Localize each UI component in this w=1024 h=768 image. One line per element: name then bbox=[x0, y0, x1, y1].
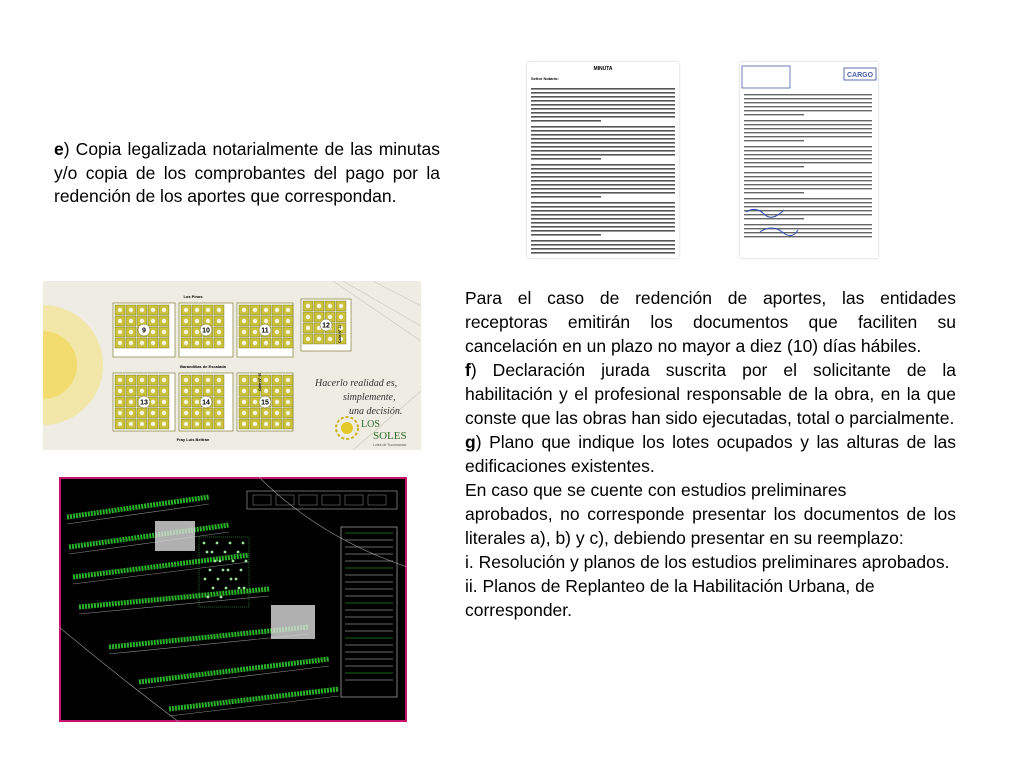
lot-marker bbox=[151, 411, 155, 415]
lot-marker bbox=[129, 389, 133, 393]
minuta-text-line bbox=[531, 138, 675, 140]
minuta-text-line bbox=[531, 248, 675, 250]
cargo-text-line bbox=[744, 184, 872, 185]
lot-marker bbox=[206, 319, 210, 323]
minuta-text-line bbox=[531, 134, 675, 136]
lot-marker bbox=[184, 308, 188, 312]
lot-marker bbox=[140, 319, 144, 323]
lot-marker bbox=[242, 422, 246, 426]
lot-marker bbox=[253, 341, 257, 345]
lot-marker bbox=[306, 304, 310, 308]
lot-marker bbox=[206, 308, 210, 312]
lot-marker bbox=[140, 378, 144, 382]
lot-marker bbox=[195, 330, 199, 334]
lot-marker bbox=[242, 411, 246, 415]
cargo-text-line bbox=[744, 158, 872, 159]
minuta-salutation: Señor Notario: bbox=[531, 76, 559, 81]
cargo-text-line bbox=[744, 140, 804, 141]
lot-marker bbox=[242, 319, 246, 323]
minuta-text-line bbox=[531, 202, 675, 204]
minuta-text-line bbox=[531, 192, 675, 194]
lot-marker bbox=[317, 337, 321, 341]
cargo-text-line bbox=[744, 198, 872, 199]
minuta-text-line bbox=[531, 146, 675, 148]
lot-marker bbox=[195, 389, 199, 393]
cargo-text-line bbox=[744, 224, 872, 225]
cargo-text-line bbox=[744, 172, 872, 173]
lot-marker bbox=[275, 319, 279, 323]
paragraph-redencion: Para el caso de redención de aportes, las entidades receptoras emitirán los documentos que faciliten su cancelación en un plazo no mayor a diez (10) días hábiles. bbox=[465, 288, 956, 356]
cargo-text-line bbox=[744, 120, 872, 121]
minuta-text-line bbox=[531, 240, 675, 242]
lot-marker bbox=[217, 378, 221, 382]
lot-marker bbox=[162, 330, 166, 334]
minuta-text-line bbox=[531, 218, 675, 220]
cad-tree bbox=[222, 569, 225, 572]
cargo-text-line bbox=[744, 206, 872, 207]
lot-marker bbox=[129, 308, 133, 312]
lot-marker bbox=[151, 330, 155, 334]
minuta-text-line bbox=[531, 222, 675, 224]
section-e bbox=[54, 138, 440, 209]
lot-marker bbox=[129, 411, 133, 415]
paragraph-prelim-line1: En caso que se cuente con estudios preliminares bbox=[465, 480, 847, 500]
lot-marker bbox=[162, 378, 166, 382]
cad-tree bbox=[243, 587, 246, 590]
lot-marker bbox=[151, 422, 155, 426]
lot-marker bbox=[129, 341, 133, 345]
cargo-stamp: CARGO bbox=[846, 72, 874, 79]
lot-marker bbox=[317, 315, 321, 319]
lot-marker bbox=[118, 378, 122, 382]
item-ii: ii. Planos de Replanteo de la Habilitación Urbana, de corresponder. bbox=[465, 576, 875, 620]
cad-plan-image bbox=[59, 477, 407, 722]
lot-marker bbox=[264, 411, 268, 415]
lot-marker bbox=[162, 411, 166, 415]
cargo-text-line bbox=[744, 106, 872, 107]
brand-soles: SOLES bbox=[373, 430, 407, 442]
minuta-text-lines bbox=[531, 88, 675, 254]
minuta-text-line bbox=[531, 130, 675, 132]
lot-marker bbox=[339, 315, 343, 319]
lot-marker bbox=[162, 308, 166, 312]
lot-marker bbox=[253, 422, 257, 426]
cargo-text-line bbox=[744, 146, 872, 147]
cargo-text-line bbox=[744, 232, 872, 233]
minuta-document-image bbox=[527, 62, 679, 258]
cad-tree bbox=[224, 551, 227, 554]
lot-marker bbox=[195, 308, 199, 312]
cad-open-area bbox=[155, 521, 195, 551]
lot-marker bbox=[253, 389, 257, 393]
lot-marker bbox=[195, 378, 199, 382]
cad-tree bbox=[242, 542, 245, 545]
cad-tree bbox=[229, 542, 232, 545]
lot-marker bbox=[242, 330, 246, 334]
lot-marker bbox=[140, 389, 144, 393]
lot-marker bbox=[264, 389, 268, 393]
lot-number: 12 bbox=[322, 322, 330, 330]
minuta-text-line bbox=[531, 116, 675, 118]
lot-marker bbox=[129, 422, 133, 426]
cargo-text-line bbox=[744, 98, 872, 99]
minuta-text-line bbox=[531, 150, 675, 152]
lot-marker bbox=[286, 400, 290, 404]
lot-marker bbox=[339, 304, 343, 308]
cargo-text-lines bbox=[744, 94, 872, 237]
lot-marker bbox=[286, 389, 290, 393]
lot-marker bbox=[217, 319, 221, 323]
minuta-text-line bbox=[531, 96, 675, 98]
lot-marker bbox=[118, 422, 122, 426]
cargo-text-line bbox=[744, 214, 872, 215]
lot-marker bbox=[206, 378, 210, 382]
cad-tree bbox=[216, 542, 219, 545]
lot-marker bbox=[151, 400, 155, 404]
lot-marker bbox=[118, 330, 122, 334]
slogan-line-3: una decisión. bbox=[349, 406, 403, 417]
cad-tree bbox=[209, 569, 212, 572]
lot-marker bbox=[206, 389, 210, 393]
cargo-text-line bbox=[744, 202, 872, 203]
cargo-text-line bbox=[744, 166, 804, 167]
right-text-column bbox=[465, 286, 956, 622]
cargo-text-line bbox=[744, 128, 872, 129]
lot-marker bbox=[328, 304, 332, 308]
minuta-text-line bbox=[531, 172, 675, 174]
cargo-text-line bbox=[744, 110, 872, 111]
lot-marker bbox=[253, 330, 257, 334]
brand-sub: Lotes de Tucumanaw bbox=[373, 443, 407, 447]
lot-marker bbox=[195, 341, 199, 345]
lot-marker bbox=[286, 319, 290, 323]
lot-marker bbox=[151, 378, 155, 382]
lot-marker bbox=[184, 411, 188, 415]
cad-tree bbox=[235, 578, 238, 581]
minuta-text-line bbox=[531, 154, 675, 156]
minuta-text-line bbox=[531, 92, 675, 94]
lot-marker bbox=[242, 308, 246, 312]
cad-tree bbox=[217, 578, 220, 581]
lot-marker bbox=[184, 341, 188, 345]
lot-marker bbox=[275, 389, 279, 393]
lot-marker bbox=[162, 319, 166, 323]
street-calle-11: Calle N° 11 bbox=[338, 325, 342, 343]
lot-marker bbox=[118, 341, 122, 345]
street-calle-10: Calle N° 10 bbox=[258, 372, 262, 391]
cad-tree bbox=[212, 587, 215, 590]
minuta-text-line bbox=[531, 184, 675, 186]
lot-marker bbox=[264, 378, 268, 382]
lot-marker bbox=[264, 308, 268, 312]
lot-marker bbox=[195, 400, 199, 404]
cargo-text-line bbox=[744, 150, 872, 151]
lot-marker bbox=[118, 389, 122, 393]
lot-marker bbox=[206, 411, 210, 415]
lot-marker bbox=[118, 319, 122, 323]
lot-number: 15 bbox=[261, 399, 269, 407]
lot-marker bbox=[162, 422, 166, 426]
lot-marker bbox=[242, 341, 246, 345]
lot-marker bbox=[129, 378, 133, 382]
street-fray-luis: Fray Luis Beltrán bbox=[176, 437, 210, 442]
cargo-text-line bbox=[744, 236, 872, 237]
lot-marker bbox=[253, 308, 257, 312]
cad-tree bbox=[227, 569, 230, 572]
item-g bbox=[465, 430, 956, 478]
cargo-text-line bbox=[744, 114, 804, 115]
lot-marker bbox=[129, 400, 133, 404]
lot-marker bbox=[242, 389, 246, 393]
slogan-line-1: Hacerlo realidad es, bbox=[315, 378, 398, 389]
minuta-text-line bbox=[531, 226, 675, 228]
lot-marker bbox=[217, 330, 221, 334]
lot-marker bbox=[184, 378, 188, 382]
lot-marker bbox=[217, 411, 221, 415]
lot-marker bbox=[275, 341, 279, 345]
cargo-document-image bbox=[740, 62, 878, 258]
cad-tree bbox=[203, 542, 206, 545]
lot-marker bbox=[118, 400, 122, 404]
street-los-pinos: Los Pinos bbox=[183, 294, 203, 299]
minuta-text-line bbox=[531, 142, 675, 144]
lot-marker bbox=[151, 341, 155, 345]
minuta-text-line bbox=[531, 206, 675, 208]
cargo-text-line bbox=[744, 94, 872, 95]
lot-marker bbox=[129, 319, 133, 323]
lot-marker bbox=[253, 400, 257, 404]
item-i: i. Resolución y planos de los estudios preliminares aprobados. bbox=[465, 552, 950, 572]
lot-marker bbox=[286, 378, 290, 382]
cad-tree bbox=[230, 578, 233, 581]
lot-marker bbox=[140, 411, 144, 415]
minuta-text-line bbox=[531, 244, 675, 246]
minuta-text-line bbox=[531, 188, 675, 190]
cargo-text-line bbox=[744, 180, 872, 181]
lot-marker bbox=[253, 319, 257, 323]
minuta-text-line bbox=[531, 214, 675, 216]
lot-marker bbox=[275, 330, 279, 334]
lot-marker bbox=[275, 411, 279, 415]
minuta-text-line bbox=[531, 180, 675, 182]
slogan-line-2: simplemente, bbox=[343, 392, 396, 403]
lot-marker bbox=[184, 422, 188, 426]
cargo-text-line bbox=[744, 102, 872, 103]
cargo-text-line bbox=[744, 176, 872, 177]
minuta-text-line bbox=[531, 210, 675, 212]
item-g-text: ) Plano que indique los lotes ocupados y las alturas de las edificaciones existentes. bbox=[465, 432, 956, 476]
lot-marker bbox=[118, 308, 122, 312]
lot-marker bbox=[206, 341, 210, 345]
minuta-text-line bbox=[531, 158, 601, 160]
minuta-text-line bbox=[531, 234, 601, 236]
lot-marker bbox=[151, 389, 155, 393]
lot-marker bbox=[195, 422, 199, 426]
lot-marker bbox=[242, 378, 246, 382]
lot-marker bbox=[317, 304, 321, 308]
lot-marker bbox=[184, 400, 188, 404]
cad-tree bbox=[219, 560, 222, 563]
cad-tree bbox=[206, 551, 209, 554]
cad-tree bbox=[237, 551, 240, 554]
lot-marker bbox=[217, 400, 221, 404]
lot-marker bbox=[162, 341, 166, 345]
lot-marker bbox=[217, 389, 221, 393]
lot-marker bbox=[286, 341, 290, 345]
cargo-text-line bbox=[744, 162, 872, 163]
lot-marker bbox=[275, 400, 279, 404]
lot-marker bbox=[118, 411, 122, 415]
minuta-text-line bbox=[531, 230, 675, 232]
minuta-text-line bbox=[531, 176, 675, 178]
section-e-text: ) Copia legalizada notarialmente de las minutas y/o copia de los comprobantes del pago por la redención de los aportes que correspondan. bbox=[54, 139, 440, 206]
cargo-text-line bbox=[744, 188, 872, 189]
lot-marker bbox=[184, 389, 188, 393]
lot-marker bbox=[195, 319, 199, 323]
cargo-text-line bbox=[744, 136, 872, 137]
lot-marker bbox=[328, 315, 332, 319]
minuta-text-line bbox=[531, 100, 675, 102]
street-escalada: Barandillas de Escalada bbox=[180, 364, 226, 369]
cad-tree bbox=[220, 596, 223, 599]
lot-marker bbox=[264, 341, 268, 345]
lot-marker bbox=[286, 308, 290, 312]
lot-marker bbox=[184, 319, 188, 323]
lot-number: 11 bbox=[261, 327, 269, 335]
lot-marker bbox=[328, 337, 332, 341]
lot-marker bbox=[275, 422, 279, 426]
lot-marker bbox=[306, 337, 310, 341]
lot-marker bbox=[217, 422, 221, 426]
minuta-text-line bbox=[531, 120, 601, 122]
cargo-text-line bbox=[744, 192, 804, 193]
lot-marker bbox=[184, 330, 188, 334]
lot-marker bbox=[253, 378, 257, 382]
paragraph-prelim-rest: aprobados, no corresponde presentar los documentos de los literales a), b) y c), debiendo presentar en su reemplazo: bbox=[465, 504, 956, 548]
minuta-text-line bbox=[531, 168, 675, 170]
minuta-text-line bbox=[531, 88, 675, 90]
cargo-text-line bbox=[744, 154, 872, 155]
lot-marker bbox=[140, 422, 144, 426]
cargo-text-line bbox=[744, 228, 872, 229]
cargo-text-line bbox=[744, 218, 804, 219]
cad-tree bbox=[245, 560, 248, 563]
cad-tree bbox=[214, 560, 217, 563]
cad-tree bbox=[207, 596, 210, 599]
lot-marker bbox=[162, 389, 166, 393]
cad-tree bbox=[238, 587, 241, 590]
lot-marker bbox=[242, 400, 246, 404]
lot-marker bbox=[275, 308, 279, 312]
site-plan-image bbox=[43, 281, 421, 450]
lot-marker bbox=[286, 422, 290, 426]
lot-marker bbox=[286, 330, 290, 334]
lot-marker bbox=[206, 422, 210, 426]
section-e-letter: e bbox=[54, 139, 64, 159]
minuta-text-line bbox=[531, 112, 675, 114]
lot-marker bbox=[129, 330, 133, 334]
cargo-text-line bbox=[744, 132, 872, 133]
lot-marker bbox=[264, 319, 268, 323]
minuta-text-line bbox=[531, 126, 675, 128]
lot-marker bbox=[217, 341, 221, 345]
lot-marker bbox=[253, 411, 257, 415]
item-f-text: ) Declaración jurada suscrita por el solicitante de la habilitación y el profesional responsable de la obra, en la que conste que las obras han sido ejecutadas, total o parcialmente. bbox=[465, 360, 956, 428]
lot-number: 14 bbox=[202, 399, 210, 407]
lot-marker bbox=[140, 308, 144, 312]
lot-marker bbox=[217, 308, 221, 312]
lot-marker bbox=[306, 315, 310, 319]
receipt-stamp bbox=[742, 66, 790, 88]
lot-marker bbox=[140, 341, 144, 345]
lot-marker bbox=[162, 400, 166, 404]
minuta-text-line bbox=[531, 252, 675, 254]
lot-marker bbox=[195, 411, 199, 415]
brand-los: LOS bbox=[361, 419, 380, 430]
lot-marker bbox=[275, 378, 279, 382]
minuta-text-line bbox=[531, 108, 675, 110]
item-g-letter: g bbox=[465, 432, 476, 452]
lot-marker bbox=[264, 422, 268, 426]
lot-marker bbox=[151, 308, 155, 312]
lot-marker bbox=[151, 319, 155, 323]
cad-tree bbox=[211, 551, 214, 554]
minuta-text-line bbox=[531, 104, 675, 106]
cad-tree bbox=[232, 560, 235, 563]
lot-number: 10 bbox=[202, 327, 210, 335]
cad-open-area bbox=[271, 605, 315, 639]
minuta-text-line bbox=[531, 164, 675, 166]
cad-tree bbox=[225, 587, 228, 590]
lot-marker bbox=[286, 411, 290, 415]
cad-tree bbox=[240, 569, 243, 572]
item-f bbox=[465, 358, 956, 430]
lot-number: 13 bbox=[140, 399, 148, 407]
minuta-title: MINUTA bbox=[593, 66, 613, 72]
cargo-text-line bbox=[744, 124, 872, 125]
item-f-letter: f bbox=[465, 360, 471, 380]
minuta-text-line bbox=[531, 196, 601, 198]
cad-tree bbox=[204, 578, 207, 581]
lot-marker bbox=[306, 326, 310, 330]
cargo-text-line bbox=[744, 210, 872, 211]
lot-number: 9 bbox=[142, 327, 146, 335]
